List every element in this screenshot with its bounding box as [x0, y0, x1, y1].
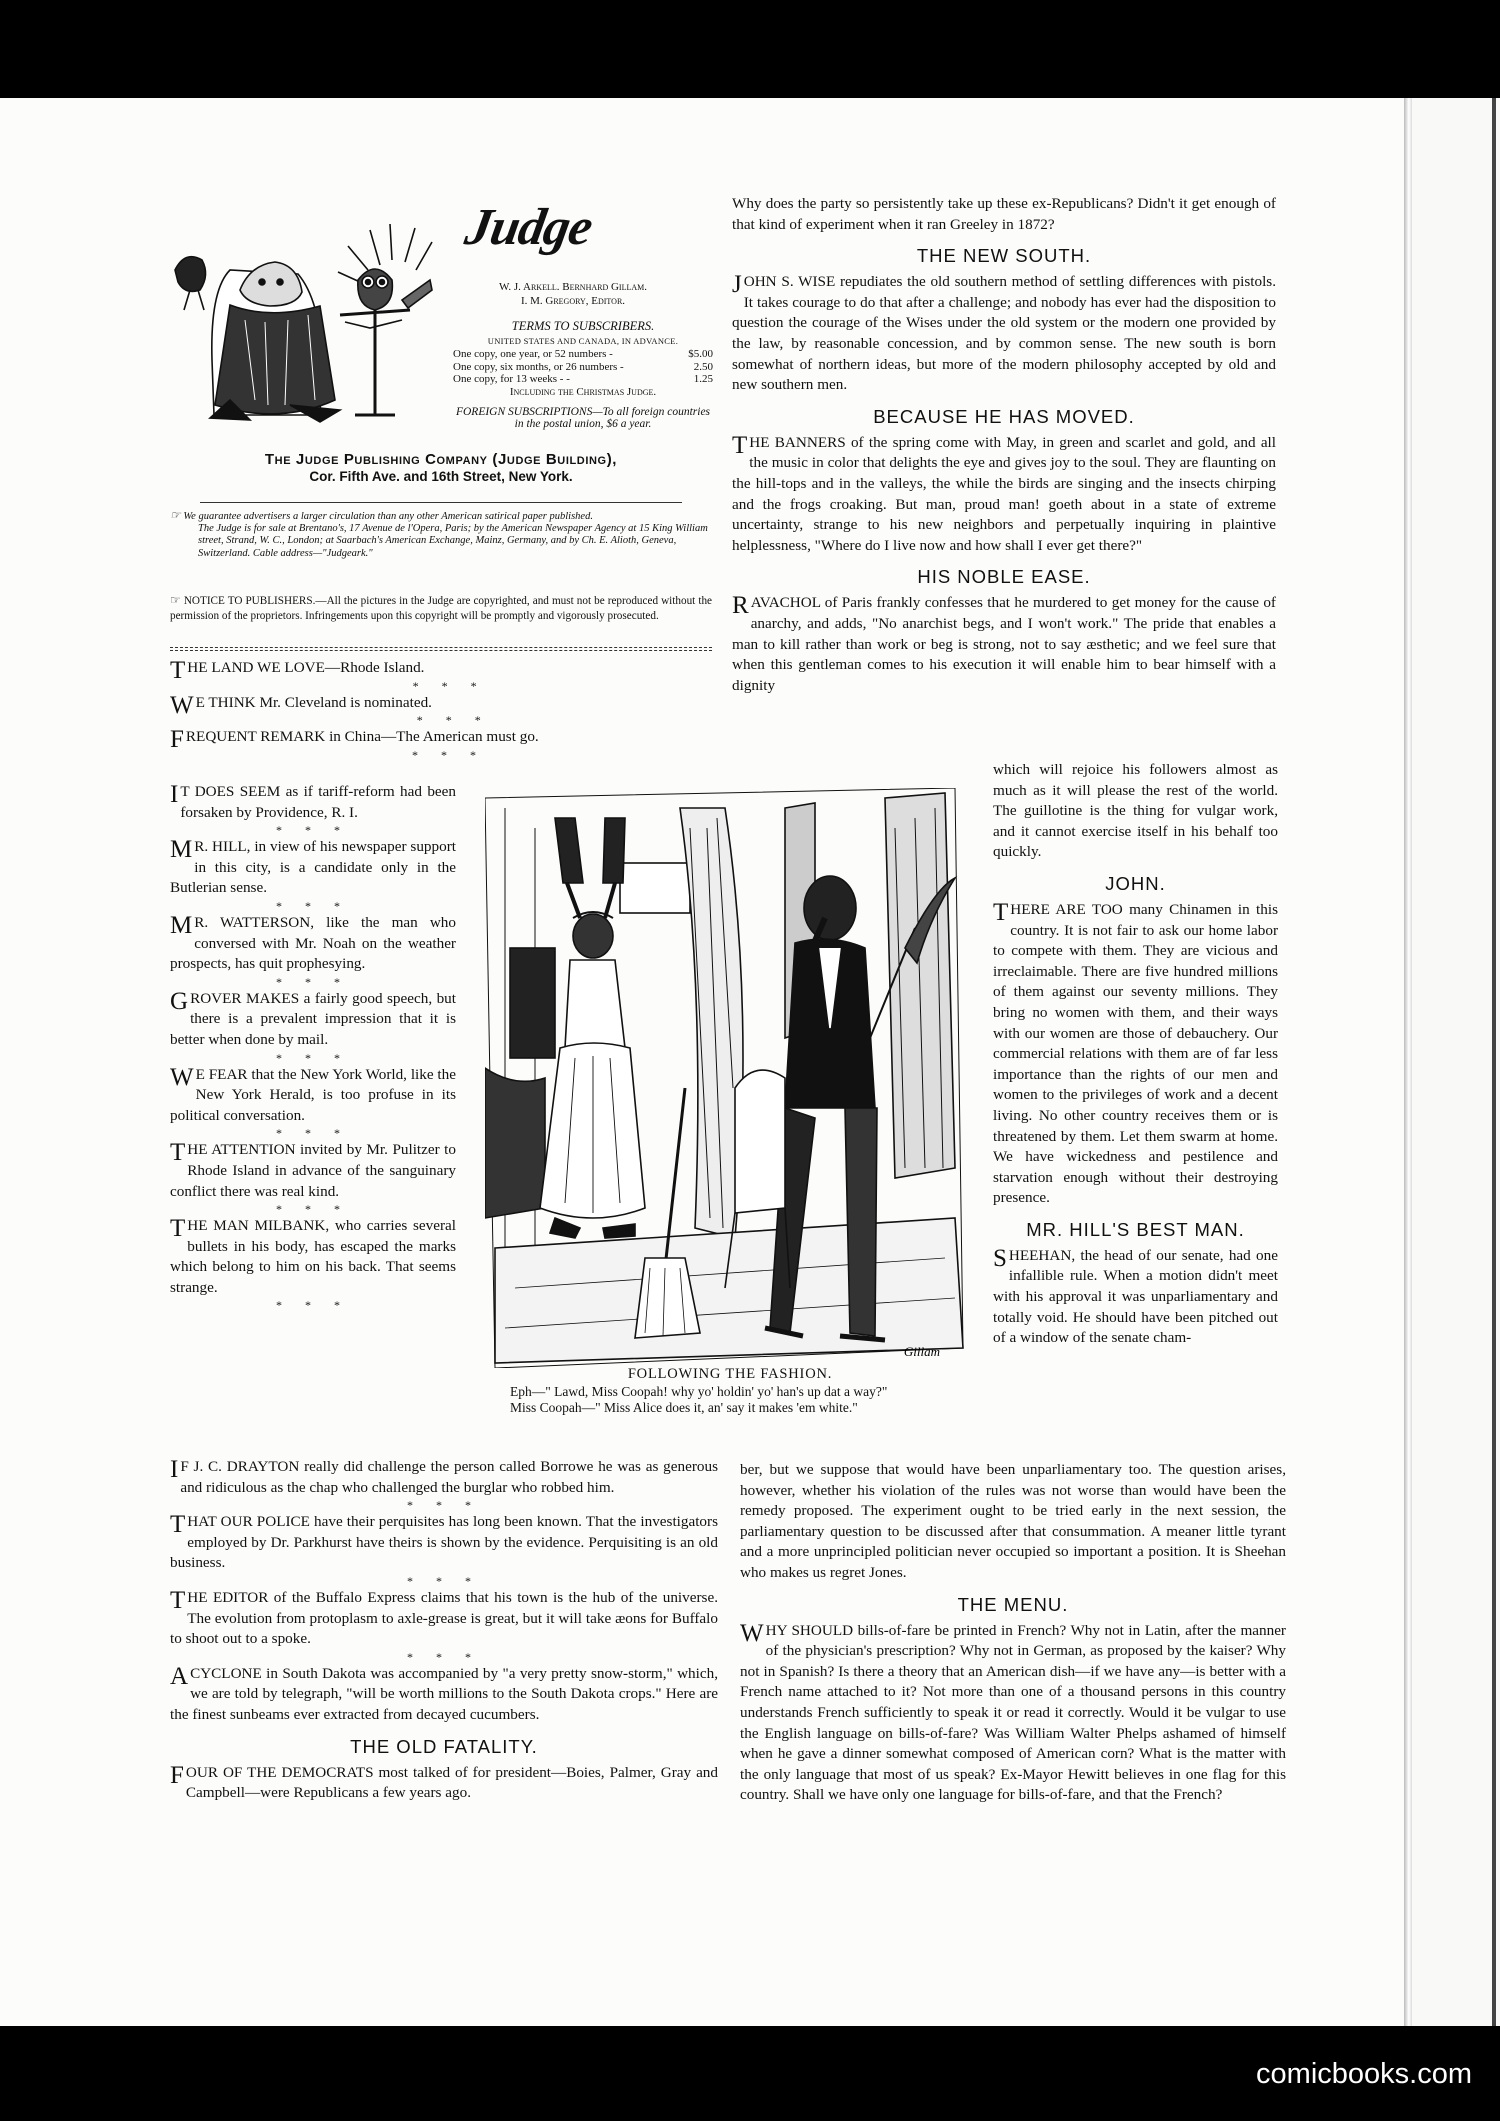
following-the-fashion-illustration: [485, 788, 965, 1368]
article-continuation: which will rejoice his followers almost as much as it will please the rest of the world. The guillotine is the thing for vulgar work, and it cannot exercise itself in his behalf too quickly.: [993, 761, 1278, 861]
judge-logo: Judge: [461, 199, 597, 256]
separator-stars: * * *: [407, 1498, 481, 1513]
list-item: M R. WATTERSON, like the man who conversed with Mr. Noah on the weather prospects, has quit prophesying.: [170, 911, 456, 973]
list-item: A CYCLONE in South Dakota was accompanied by "a very pretty snow-storm," which, we are told by telegraph, "will be worth millions to the South Dakota crops." Here are the finest sunbeams ever extracted from decayed cucumbers.: [170, 1662, 718, 1723]
terms-row: One copy, one year, or 52 numbers - $5.00: [453, 348, 713, 360]
list-item: I T DOES SEEM as if tariff-reform had been forsaken by Providence, R. I.: [170, 781, 456, 821]
section-heading: THE MENU.: [957, 1593, 1069, 1615]
section-heading: THE NEW SOUTH.: [916, 245, 1092, 267]
narrow-items: [170, 782, 456, 1312]
terms-subtitle: UNITED STATES AND CANADA, IN ADVANCE.: [487, 336, 679, 346]
article-body: FOUR OF THE DEMOCRATS most talked of for president—Boies, Palmer, Gray and Campbell—were Republicans a few years ago.: [170, 1761, 718, 1802]
editor-name: I. M. Gregory, Editor.: [520, 295, 626, 307]
artist-signature: Gillam: [903, 1344, 940, 1359]
section-heading: HIS NOBLE EASE.: [917, 566, 1091, 588]
publisher-name: The Judge Publishing Company (Judge Building),: [264, 451, 618, 468]
separator-stars: * * *: [407, 1573, 481, 1588]
separator-stars: * * *: [276, 1202, 350, 1217]
list-item: I F J. C. DRAYTON really did challenge the person called Borrowe he was as generous and ridiculous as the chap who challenged the burglar who robbed him.: [170, 1456, 718, 1496]
article-continuation: ber, but we suppose that would have been unparliamentary too. The question arises, however, whether his violation of the rules was not worse than would have been the remedy proposed. The experiment ought to be tried early in the next session, the parliamentary question to be discussed after that consummation. A meaner little tyrant and a more unprincipled politician never occupied so important a position. It is Sheehan who makes us regret Jones.: [740, 1461, 1286, 1581]
right-lower-column: [740, 1460, 1286, 1806]
page-spine: [1404, 98, 1412, 2026]
right-upper-column: [732, 194, 1276, 696]
separator-stars: * * *: [416, 713, 491, 728]
separator-stars: * * *: [276, 974, 350, 989]
adjacent-page-edge: [1412, 98, 1500, 2026]
divider: [170, 647, 712, 648]
list-item: W E THINK Mr. Cleveland is nominated.: [170, 691, 432, 719]
section-heading: BECAUSE HE HAS MOVED.: [873, 405, 1135, 427]
separator-stars: * * *: [276, 823, 350, 838]
separator-stars: * * *: [412, 678, 487, 693]
separator-stars: * * *: [411, 747, 486, 762]
article-body: THE BANNERS of the spring come with May, in green and scarlet and gold, and all the music in color that delights the eye and gives joy to the soul. They are flaunting on the hill-tops and in the valleys, the while the birds are singing and the insects chirping and the frogs croaking. But man, proud man! goeth about in a state of extreme uncertainty, strange to his new neighbors and perpetually inquiring in plaintive helplessness, "Where do I live now and how shall I ever get there?": [732, 431, 1276, 554]
separator-stars: * * *: [407, 1649, 481, 1664]
editors-names: W. J. Arkell. Bernhard Gillam.: [498, 281, 648, 293]
article-body: SHEEHAN, the head of our senate, had one infallible rule. When a motion didn't meet with his approval it was unparliamentary and totally void. He should have been pitched out of a window of the senate cham-: [993, 1244, 1278, 1347]
cartoon-caption: [480, 1365, 980, 1416]
section-heading: MR. HILL'S BEST MAN.: [1026, 1218, 1245, 1240]
sales-note: The Judge is for sale at Brentano's, 17 Avenue de l'Opera, Paris; by the American Newspaper Agency at 15 King William street, Strand, W. C., London; at Saarbach's American Exchange, Mainz, Germany, and by Ch. E. Alioth, Geneva, Switzerland. Cable address—"Judgeark.": [198, 523, 708, 559]
list-item: THE ATTENTION invited by Mr. Pulitzer to Rhode Island in advance of the sanguinary conflict there was real kind.: [170, 1139, 456, 1200]
separator-stars: * * *: [276, 1298, 350, 1313]
article-body: RAVACHOL of Paris frankly confesses that he murdered to get money for the cause of anarchy, and adds, "No anarchist begs, and I won't work." The pride that enables a man to kill rather than work or beg is strong, not to say æsthetic; and we feel sure that when this gentleman comes to his execution it will enable him to bear himself with a dignity: [732, 592, 1276, 694]
article-body: THERE ARE TOO many Chinamen in this country. It is not fair to ask our home labor to compete with them. They are vicious and irreclaimable. There are five hundred millions of them against our seventy millions. They bring no women with them, and their ways with our women are those of debauchery. Our commercial relations with them are of far less importance than the rights of our men and women to the privileges of work and a decent living. No other country receives them or is threatened by them. Let them swarm at home. We have wickedness and pestilence and starvation enough without their destroying presence.: [993, 898, 1278, 1207]
notice-to-publishers: ☞ NOTICE TO PUBLISHERS.—All the pictures in the Judge are copyrighted, and must not be reproduced without the permission of the proprietors. Infringements upon this copyright will be promptly and vigorously prosecuted.: [170, 593, 713, 622]
terms-including: Including the Christmas Judge.: [509, 385, 657, 398]
left-lower-items: [170, 1457, 718, 1804]
list-item: THAT OUR POLICE have their perquisites has long been known. That the investigators employed by Dr. Parkhurst have theirs is shown by the evidence. Perquisiting is an old business.: [170, 1511, 718, 1572]
publisher-notes: [170, 498, 712, 560]
list-item: W E FEAR that the New York World, like the New York Herald, is too profuse in its political conversation.: [170, 1063, 456, 1124]
separator-stars: * * *: [276, 1126, 350, 1141]
list-item: M R. HILL, in view of his newspaper support in this city, is a candidate only in the Butlerian sense.: [170, 836, 456, 897]
site-watermark: comicbooks.com: [1256, 2058, 1472, 2090]
intro-paragraph: Why does the party so persistently take up these ex-Republicans? Didn't it get enough of that kind of experiment when it ran Greeley in 1872?: [732, 195, 1276, 233]
list-item: FREQUENT REMARK in China—The American must go.: [170, 726, 539, 754]
list-item: THE LAND WE LOVE—Rhode Island.: [170, 657, 425, 684]
caption-line-2: Miss Coopah—" Miss Alice does it, an' say it makes 'em white.": [510, 1400, 858, 1415]
editors-line: [453, 280, 693, 308]
article-body: WHY SHOULD bills-of-fare be printed in French? Why not in Latin, after the manner of the physician's prescription? Why not in German, as proposed by the kaiser? Why not in Spanish? Is there a theory that an American dish—if we have any—is better with a French name attached to it? Not more than one of a thousand persons in this country understands French sufficiently to speak it or read it correctly. Would it be vulgar to use the English language on bills-of-fare? Was William Walter Phelps ashamed of himself when he gave a dinner somewhat composed of American corn? What is the matter with the only language that most of us speak? Ex-Mayor Hewitt believes in one flag for this country. Shall we have only one language for bills-of-fare, and that the French?: [740, 1619, 1286, 1804]
list-item: THE MAN MILBANK, who carries several bullets in his body, has escaped the marks which belong to him on his back. That seems strange.: [170, 1215, 456, 1296]
list-item: GROVER MAKES a fairly good speech, but there is a prevalent impression that it is better when done by mail.: [170, 987, 456, 1048]
left-short-items: [170, 658, 712, 762]
separator-stars: * * *: [276, 1050, 350, 1065]
circulation-note: We guarantee advertisers a larger circulation than any other American satirical paper published.: [183, 511, 593, 522]
caption-line-1: Eph—" Lawd, Miss Coopah! why yo' holdin' yo' han's up dat a way?": [510, 1384, 888, 1399]
terms-row: One copy, six months, or 26 numbers - 2.50: [453, 360, 713, 373]
pointing-hand-icon: ☞: [170, 508, 181, 522]
cartoon-title: FOLLOWING THE FASHION.: [627, 1366, 833, 1382]
list-item: THE EDITOR of the Buffalo Express claims that his town is the hub of the universe. The evolution from protoplasm to axle-grease is great, but it will take æons for Buffalo to shoot out to a spoke.: [170, 1586, 718, 1648]
pointing-hand-icon: ☞: [170, 593, 181, 607]
section-heading: JOHN.: [1105, 872, 1166, 894]
right-narrow-column: [993, 760, 1278, 1349]
divider: [170, 650, 712, 651]
judge-cartoon-illustration: [170, 210, 440, 430]
terms-row: One copy, for 13 weeks - - 1.25: [453, 373, 713, 385]
subscription-terms: [453, 318, 713, 430]
article-body: JOHN S. WISE repudiates the old southern method of settling differences with pistols. It takes courage to do that after a challenge; and nobody has ever had the disposition to question the courage of the Wises under the old system or the modern one provided by the law, by reasonable concession, and by common sense. The new south is born somewhat of northern ideas, but more of the modern philosophy accepted by old and new southern men.: [732, 271, 1276, 394]
publisher-address: [170, 450, 712, 485]
foreign-subscriptions: FOREIGN SUBSCRIPTIONS—To all foreign countries in the postal union, $6 a year.: [455, 406, 711, 430]
publisher-street: Cor. Fifth Ave. and 16th Street, New York.: [309, 469, 573, 484]
terms-title: TERMS TO SUBSCRIBERS.: [511, 319, 655, 333]
separator-stars: * * *: [276, 898, 350, 913]
section-heading: THE OLD FATALITY.: [350, 1735, 538, 1757]
